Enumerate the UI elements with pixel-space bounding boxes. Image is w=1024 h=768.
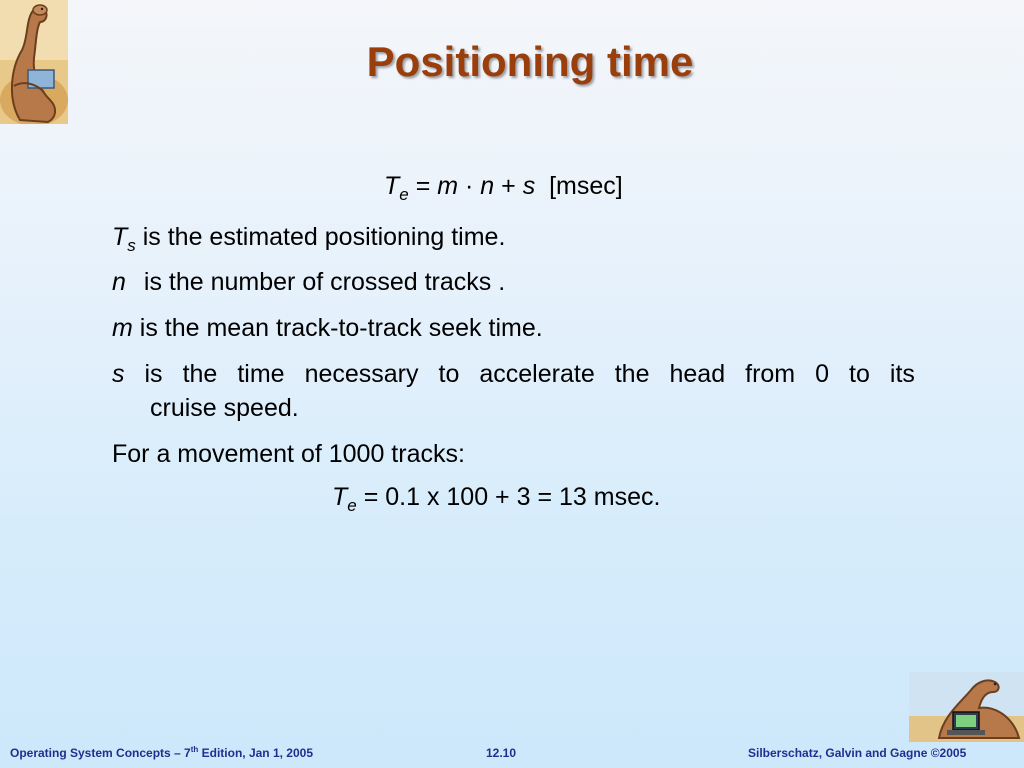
definition-m <box>112 311 915 345</box>
definition-ts-text: is the estimated positioning time. <box>135 223 506 251</box>
formula-eq: = <box>408 172 438 200</box>
formula-dot: · <box>458 172 481 200</box>
definition-s-word: the <box>182 360 218 388</box>
definition-n-symbol: n <box>112 268 126 296</box>
positioning-time-formula <box>384 172 623 204</box>
example-formula-text: = 0.1 x 100 + 3 = 13 msec. <box>356 483 661 511</box>
footer-page-number: 12.10 <box>486 746 517 760</box>
definition-s-word: its <box>889 360 915 388</box>
dinosaur-logo-icon <box>0 0 68 124</box>
definition-m-symbol: m <box>112 314 133 342</box>
definition-ts-symbol: T <box>112 223 128 251</box>
definition-s-word: time <box>237 360 285 388</box>
definition-s-line1 <box>112 357 915 391</box>
formula-t-sub: e <box>399 185 409 204</box>
formula-unit: [msec] <box>535 172 623 200</box>
definition-s-word: is <box>144 360 163 388</box>
formula-plus: + <box>494 172 523 200</box>
definition-s-word: to <box>438 360 460 388</box>
definition-n-text: is the number of crossed tracks . <box>143 268 506 296</box>
formula-m: m <box>437 172 459 200</box>
definition-s-word: head <box>669 360 726 388</box>
footer-left-suffix: Edition, Jan 1, 2005 <box>198 746 314 760</box>
example-formula <box>332 483 661 515</box>
definition-s <box>112 357 915 425</box>
definition-ts-sub: s <box>127 236 136 255</box>
definition-s-word: to <box>849 360 870 388</box>
definition-s-word: 0 <box>815 360 830 388</box>
definition-s-word: necessary <box>304 360 419 388</box>
example-formula-t: T <box>332 483 348 511</box>
footer-left-prefix: Operating System Concepts – 7 <box>10 746 191 760</box>
formula-n: n <box>480 172 495 200</box>
definition-m-text: is the mean track-to-track seek time. <box>132 314 543 342</box>
definition-n <box>112 265 915 299</box>
footer-authors: Silberschatz, Galvin and Gagne ©2005 <box>748 746 967 760</box>
definition-s-word: accelerate <box>479 360 595 388</box>
example-formula-sub: e <box>347 496 357 515</box>
definition-s-line2: cruise speed. <box>150 394 299 422</box>
dinosaur-laptop-icon <box>909 672 1024 742</box>
footer-left-sup: th <box>190 745 199 754</box>
definition-ts <box>112 220 915 254</box>
formula-t: T <box>384 172 400 200</box>
footer-book-title <box>10 746 313 760</box>
example-intro: For a movement of 1000 tracks: <box>112 440 465 468</box>
definition-s-word: from <box>745 360 796 388</box>
definition-s-symbol: s <box>112 360 125 388</box>
formula-s: s <box>522 172 536 200</box>
definition-s-word: the <box>614 360 650 388</box>
slide-title: Positioning time <box>366 38 694 85</box>
